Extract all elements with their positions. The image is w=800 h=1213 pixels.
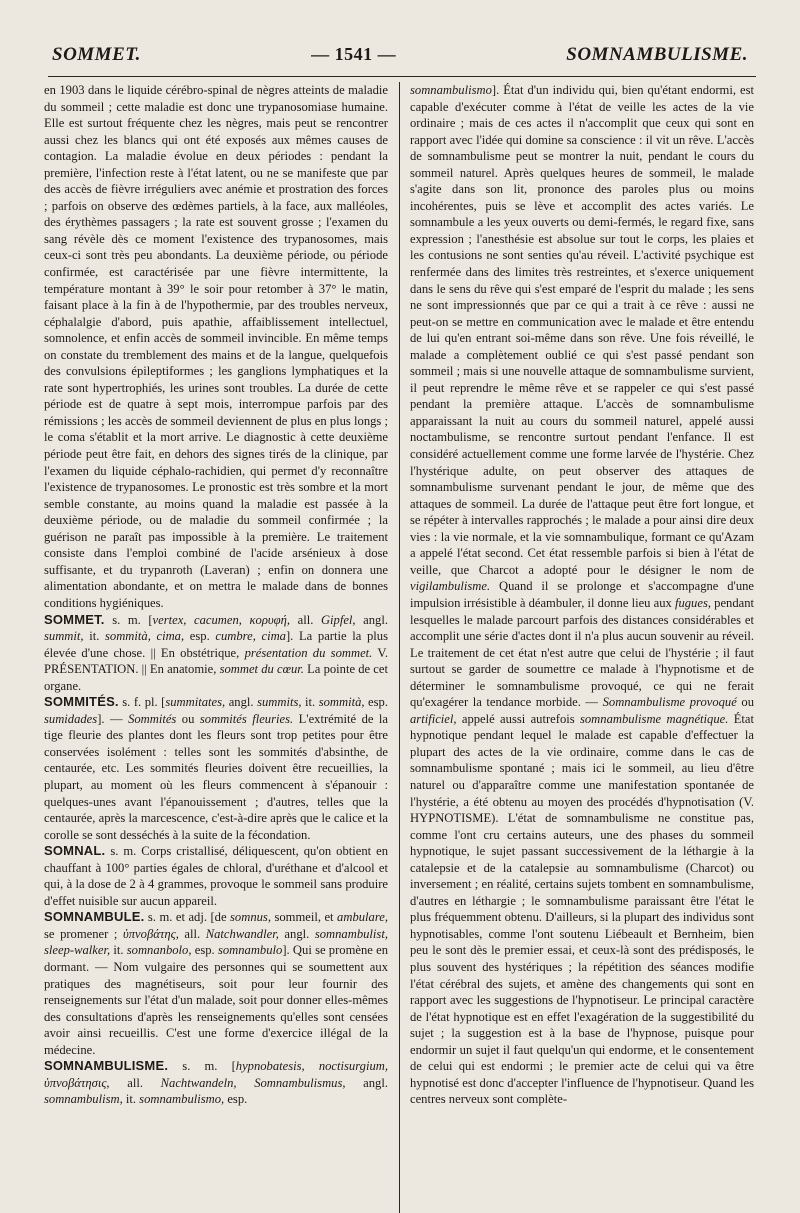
entry-text: somnambulo [217, 943, 283, 958]
entry-text: somnanbolo, [126, 943, 192, 958]
entry-text: summits, [257, 695, 302, 710]
entry-text: angl. [345, 1075, 388, 1090]
entry-text: it. [83, 629, 106, 644]
entry-text: pendant lesquelles le malade parcourt parfois des distances considérables et accomplit une série d'actes dont il n'a plus aucun souvenir au réveil. Le traitement de cet état n'est autre que celui de l'hystérie ; il faut surtout se garder de soumettre ce malade à l'hypnotisme et de déterminer le somnambulisme provoqué, ce qui ne ferait qu'exagérer la tendance morbide. — [410, 595, 754, 710]
entry-text: sommeil, et [270, 910, 338, 925]
entry-text: esp. [191, 943, 218, 958]
entry-text: Somnambulisme provoqué [602, 695, 737, 710]
entry-text: s. m. et adj. [de [144, 910, 231, 925]
entry-text: all. [290, 612, 321, 627]
entry-text: ambulare, [337, 910, 388, 925]
entry-text: ὑπνοβάτης, [122, 926, 179, 941]
entry-text: somnambulism, [44, 1092, 123, 1107]
entry-somnal [44, 843, 388, 909]
entry-text: angl. [355, 612, 388, 627]
entry-text: ]. — [97, 711, 129, 726]
entry-text: Sommités [128, 711, 177, 726]
entry-text: ou [736, 695, 754, 710]
running-header [52, 44, 748, 74]
entry-text: somnambulist, sleep-walker, [44, 926, 388, 958]
entry-text: Natchwandler, [205, 926, 279, 941]
entry-text: sommités fleuries. [199, 711, 294, 726]
headword-somnambulisme: SOMNAMBULISME. [44, 1058, 169, 1074]
entry-text: présentation du sommet. [244, 645, 373, 660]
entry-text: État hypnotique pendant lequel le malade est capable d'effectuer la plupart des actes de la vie ordinaire, comme dans le cas de somnambulisme spontané ; mais ici le sommeil, au lieu d'être naturel ou d'apparaître comme une manifestation spontanée de l'hystérie, a été obtenu au moyen des procédés d'hypnotisation (V. HYPNOTISME). L'état de somnambulisme ne constitue pas, comme l'ont cru certains auteurs, une des phases du sommeil hypnotique, le sujet passant successivement de la léthargie à la catalepsie et de la catalepsie au somnambulisme (Charcot) ou inversement ; en réalité, certains sujets tombent en somnambulisme, d'autres en léthargie ; le somnambulisme paraissant être l'état le plus fréquemment obtenu. D'ailleurs, si la plupart des individus sont hypnotisables, comme l'ont soutenu Liébeault et Bernheim, bien peu le sont dès le premier essai, et ceux-là sont des prédisposés, le plus souvent des hystériques ; la répétition des séances modifie l'état cérébral des sujets, et amène des changements qui sont en rapport avec les suggestions de l'hypnotiseur. Le principal caractère de l'état hypnotique est en effet l'exagération de la suggestibilité du sujet ; la suggestion est à la base de l'hypnose, puisque pour endormir un sujet il faut quelqu'un qui endorme, et le consentement de celui qui est endormi ; le premier acte de celui qui va être hypnotisé est donc d'accepter l'influence de l'hypnotiseur. Quand les centres nerveux sont complète- [410, 711, 754, 1107]
entry-text: esp. [184, 629, 216, 644]
entry-text: esp. [224, 1092, 248, 1107]
entry-text: appelé aussi autrefois [456, 711, 580, 726]
entry-text: sommità, cima, [105, 629, 185, 644]
header-left-word: SOMMET. [52, 44, 141, 65]
entry-text: se promener ; [44, 926, 123, 941]
entry-sommites [44, 694, 388, 843]
continued-entry-text: en 1903 dans le liquide cérébro-spinal de nègres atteints de maladie du sommeil ; cette maladie est donc une trypanosomiase humaine. Elle est surtout fréquente chez les nègres, mais peut se rencontrer aussi chez les blancs qui ont été exposés aux mêmes causes de contagion. La maladie évolue en deux périodes : pendant la première, l'infection reste à l'état latent, ou ne se manifeste que par des accès de fièvre irréguliers avec anémie et prostration des forces ; parfois on observe des œdèmes partiels, à la face, aux malléoles, des érythèmes passagers ; la rate est souvent grosse ; l'examen du sang révèle dès ce moment l'existence des trypanosomes, mais ceux-ci sont très peu abondants. La deuxième période, ou période confirmée, est caractérisée par une fièvre intermittente, la température montant à 39° le soir pour retomber à 37° le matin, faisant place à la fin à de l'hypothermie, par des troubles nerveux, céphalalgie d'abord, puis apathie, affaiblissement intellectuel, somnolence, et enfin accès de sommeil invincible. En même temps on constate du tremblement des mains et de la langue, quelquefois des convulsions épileptiformes ; les ganglions lymphatiques et la rate sont hypertrophiés, les urines sont troubles. La durée de cette période est de quatre à sept mois, interrompue parfois par des rémissions ; les accès de sommeil deviennent de plus en plus longs ; le coma s'établit et la mort arrive. Le diagnostic à cette deuxième période peut être fait, en dehors des signes tirés de la clinique, par l'examen du liquide céphalo-rachidien, qui permet d'y reconnaître l'existence de trypanosomes. Le pronostic est très sombre et la mort semble constante, au moins quand la maladie est passée à la deuxième période, ou de maladie du sommeil confirmée ; la guérison ne paraît pas impossible à la première. Le traitement consiste dans l'emploi combiné de l'acide arsénieux à dose suffisante, et du trypanroth (Laveran) ; enfin on donnera une alimentation abondante, et on mettra le malade dans de bonnes conditions hygiéniques. [44, 83, 388, 610]
column-divider [399, 82, 400, 1213]
entry-text: somnambulisme magnétique. [579, 711, 729, 726]
entry-text: somnus, [230, 910, 271, 925]
entry-somnambule [44, 909, 388, 1058]
entry-text: Quand il se prolonge et s'accompagne d'une impulsion irrésistible à déambuler, il donne lieu aux [410, 579, 754, 610]
entry-text: sommet du cœur. [219, 662, 304, 677]
entry-text: sommità, [318, 695, 365, 710]
entry-text: somnambulismo [410, 83, 492, 97]
entry-text: summitates, [165, 695, 226, 710]
entry-text: angl. [225, 695, 258, 710]
entry-text: esp. [364, 695, 388, 710]
entry-text: sumidades [44, 711, 98, 726]
entry-sommet [44, 612, 388, 695]
entry-text: L'extrémité de la tige fleurie des plantes dont les fleurs sont trop petites pour être conservées isolément : telles sont les sommités d'absinthe, de centaurée, etc. Les sommités fleuries doivent être recueillies, la plupart, au moment où les fleurs commencent à s'épanouir : quelques-unes avant l'épanouissement ; d'autres, telles que la centaurée, après la marcescence, c'est-à-dire après que le calice et la corolle se sont desséchés à la suite de la fécondation. [44, 711, 388, 842]
entry-text: Nachtwandeln, Somnambulismus, [160, 1075, 346, 1090]
entry-text: s. m. [ [104, 612, 153, 627]
entry-text: it. [301, 695, 319, 710]
entry-text: all. [178, 926, 206, 941]
header-right-word: SOMNAMBULISME. [566, 44, 748, 65]
left-column [44, 82, 388, 1213]
entry-text: summit, [44, 629, 84, 644]
entry-text: angl. [278, 926, 315, 941]
somnambulisme-continued [410, 82, 754, 1108]
entry-text: ]. État d'un individu qui, bien qu'étant endormi, est capable d'exécuter comme à l'état de veille les actes de la vie ordinaire ; mais de ces actes il n'accomplit que ceux qui sont en rapport avec l'idée qui domine sa conscience : il vit un rêve. L'accès de somnambulisme peut se montrer la nuit, pendant le cours du sommeil naturel. Après quelques heures de sommeil, le malade s'agite dans son lit, prononce des paroles plus ou moins incohérentes, puis se lève et accomplit des actes variés. Le somnambule a les yeux ouverts ou demi-fermés, le regard fixe, sans expression ; l'anesthésie est absolue sur tout le corps, les plaies et les contusions ne sont senties qu'au réveil. L'activité psychique est renfermée dans des limites très restreintes, et s'exerce uniquement dans le sens du rêve qui s'est emparé de l'esprit du malade ; les sens ne sont impressionnés que par ce qui a trait à ce rêve : aussi ne peut-on se mettre en communication avec le malade et être entendu de lui qu'en entrant soi-même dans son rêve. Une fois réveillé, le malade a complètement oublié ce qui s'est passé pendant son sommeil ; mais si une nouvelle attaque de somnambulisme survient, il peut reprendre le même rêve et se rappeler ce qui s'est passé pendant la première attaque. L'accès de somnambulisme apparaissant la nuit au cours du sommeil naturel, appelé aussi noctambulisme, se rencontre surtout pendant l'enfance. Il est considéré actuellement comme une forme larvée de l'hystérie. Chez l'hystérique adulte, on peut observer des attaques de somnambulisme survenant pendant le jour, de même que des attaques de sommeil. La durée de l'attaque peut être fort longue, et se répéter à intervalles rapprochés ; le malade a pour ainsi dire deux vies : la vie normale, et la vie somnambulique, formant ce qu'Azam a appelé l'état second. Cet état ressemble parfois si bien à l'état de veille, que Charcot a adopté pour le désigner le nom de [410, 83, 754, 577]
entry-text: all. [109, 1075, 161, 1090]
entry-text: cumbre, cima [215, 629, 286, 644]
entry-somnambulisme [44, 1058, 388, 1108]
entry-text: vertex, cacumen, κορυφή, [152, 612, 291, 627]
entry-text: V. PRÉSENTATION. || En anatomie, [44, 645, 388, 677]
entry-text: hypnobatesis, noctisurgium, ὑπνοβάτησις, [44, 1059, 388, 1090]
headword-sommites: SOMMITÉS. [44, 694, 119, 710]
entry-text: somnambulismo, [139, 1092, 225, 1107]
entry-text: Gipfel, [320, 612, 356, 627]
entry-text: ]. Qui se promène en dormant. — Nom vulgaire des personnes qui se soumettent aux pratiques des magnétiseurs, soit pour leur fournir des renseignements sur l'état d'un malade, soit pour donner elles-mêmes des consultations d'après les renseignements qu'elles sont censées avoir ainsi recueillis. C'est une forme d'exercice illégal de la médecine. [44, 943, 388, 1057]
entry-text: it. [122, 1092, 140, 1107]
entry-text: s. m. [ [168, 1059, 236, 1074]
entry-text: fugues, [674, 595, 711, 610]
header-rule [48, 76, 756, 77]
entry-text: s. m. Corps cristallisé, déliquescent, qu'on obtient en chauffant à 100° parties égales de chloral, d'uréthane et d'alcool et qui, à la dose de 2 à 4 grammes, provoque le sommeil sans produire d'effet nuisible sur aucun appareil. [44, 844, 388, 908]
headword-sommet: SOMMET. [44, 611, 105, 627]
entry-text: artificiel, [410, 711, 457, 726]
entry-text: vigilambulisme. [410, 579, 491, 594]
entry-text: ou [176, 711, 200, 726]
page-number: — 1541 — [311, 44, 397, 64]
entry-text: s. f. pl. [ [118, 695, 166, 710]
entry-text: ]. La partie la plus élevée d'une chose. || En obstétrique, [44, 629, 388, 660]
headword-somnambule: SOMNAMBULE. [44, 909, 145, 925]
headword-somnal: SOMNAL. [44, 843, 106, 859]
entry-text: it. [110, 943, 127, 958]
entry-text: La pointe de cet organe. [44, 662, 388, 693]
right-column [410, 82, 754, 1213]
